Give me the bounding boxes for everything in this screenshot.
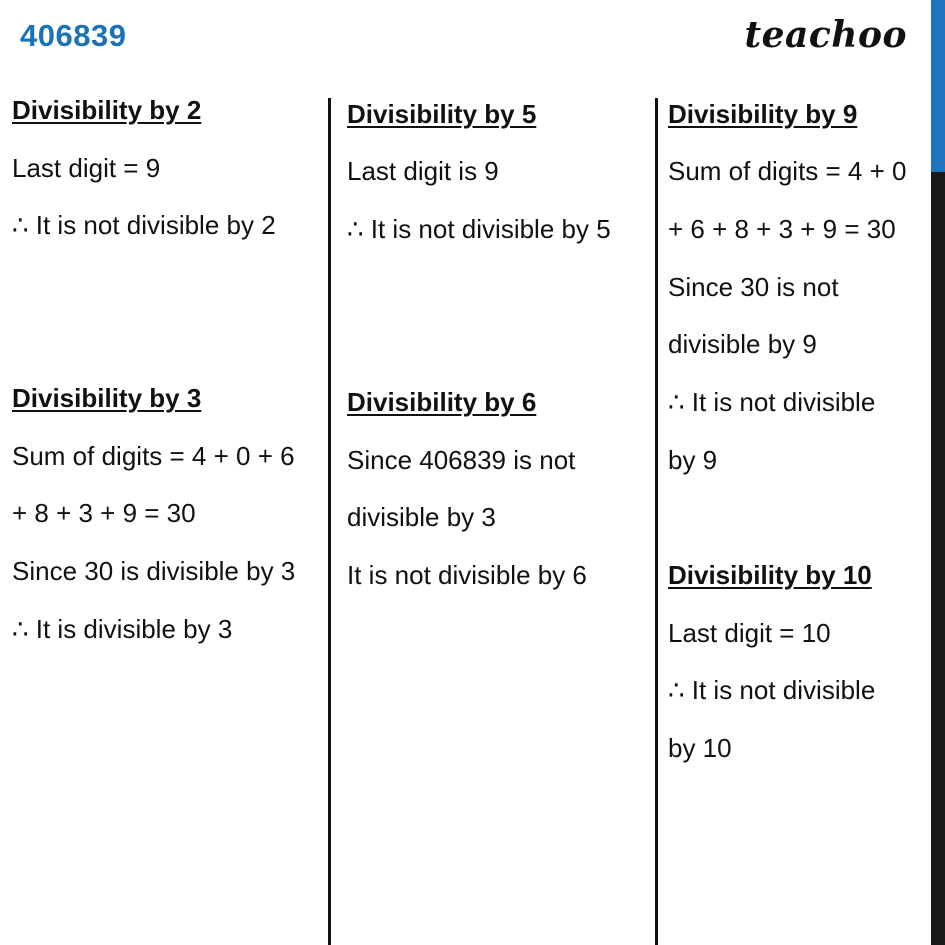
heading-divisibility-by-2: Divisibility by 2: [12, 95, 202, 125]
column-divider-1: [328, 98, 331, 945]
div2-line-2: ∴ It is not divisible by 2: [12, 210, 276, 240]
div10-line-2: ∴ It is not divisible: [668, 675, 876, 705]
div3-line-2: + 8 + 3 + 9 = 30: [12, 498, 196, 528]
column-divider-2: [655, 98, 658, 945]
heading-divisibility-by-6: Divisibility by 6: [347, 387, 537, 417]
div6-line-1: Since 406839 is not: [347, 445, 576, 475]
div10-line-1: Last digit = 10: [668, 618, 831, 648]
div2-line-1: Last digit = 9: [12, 153, 161, 183]
side-accent-bar-dark: [931, 172, 945, 945]
div9-line-4: divisible by 9: [668, 329, 817, 359]
side-accent-bar-blue: [931, 0, 945, 172]
div6-line-2: divisible by 3: [347, 502, 496, 532]
div3-line-1: Sum of digits = 4 + 0 + 6: [12, 441, 295, 471]
div6-line-3: It is not divisible by 6: [347, 560, 587, 590]
div10-line-3: by 10: [668, 733, 732, 763]
heading-divisibility-by-3: Divisibility by 3: [12, 383, 202, 413]
div9-line-5: ∴ It is not divisible: [668, 387, 876, 417]
page-title: 406839: [20, 18, 127, 53]
div9-line-2: + 6 + 8 + 3 + 9 = 30: [668, 214, 896, 244]
div3-line-3: Since 30 is divisible by 3: [12, 556, 296, 586]
heading-divisibility-by-10: Divisibility by 10: [668, 560, 872, 590]
div3-line-4: ∴ It is divisible by 3: [12, 614, 233, 644]
heading-divisibility-by-9: Divisibility by 9: [668, 99, 858, 129]
teachoo-logo: teachoo: [744, 14, 907, 56]
div9-line-1: Sum of digits = 4 + 0: [668, 156, 907, 186]
div9-line-3: Since 30 is not: [668, 272, 839, 302]
div9-line-6: by 9: [668, 445, 718, 475]
div5-line-2: ∴ It is not divisible by 5: [347, 214, 611, 244]
div5-line-1: Last digit is 9: [347, 156, 499, 186]
heading-divisibility-by-5: Divisibility by 5: [347, 99, 537, 129]
